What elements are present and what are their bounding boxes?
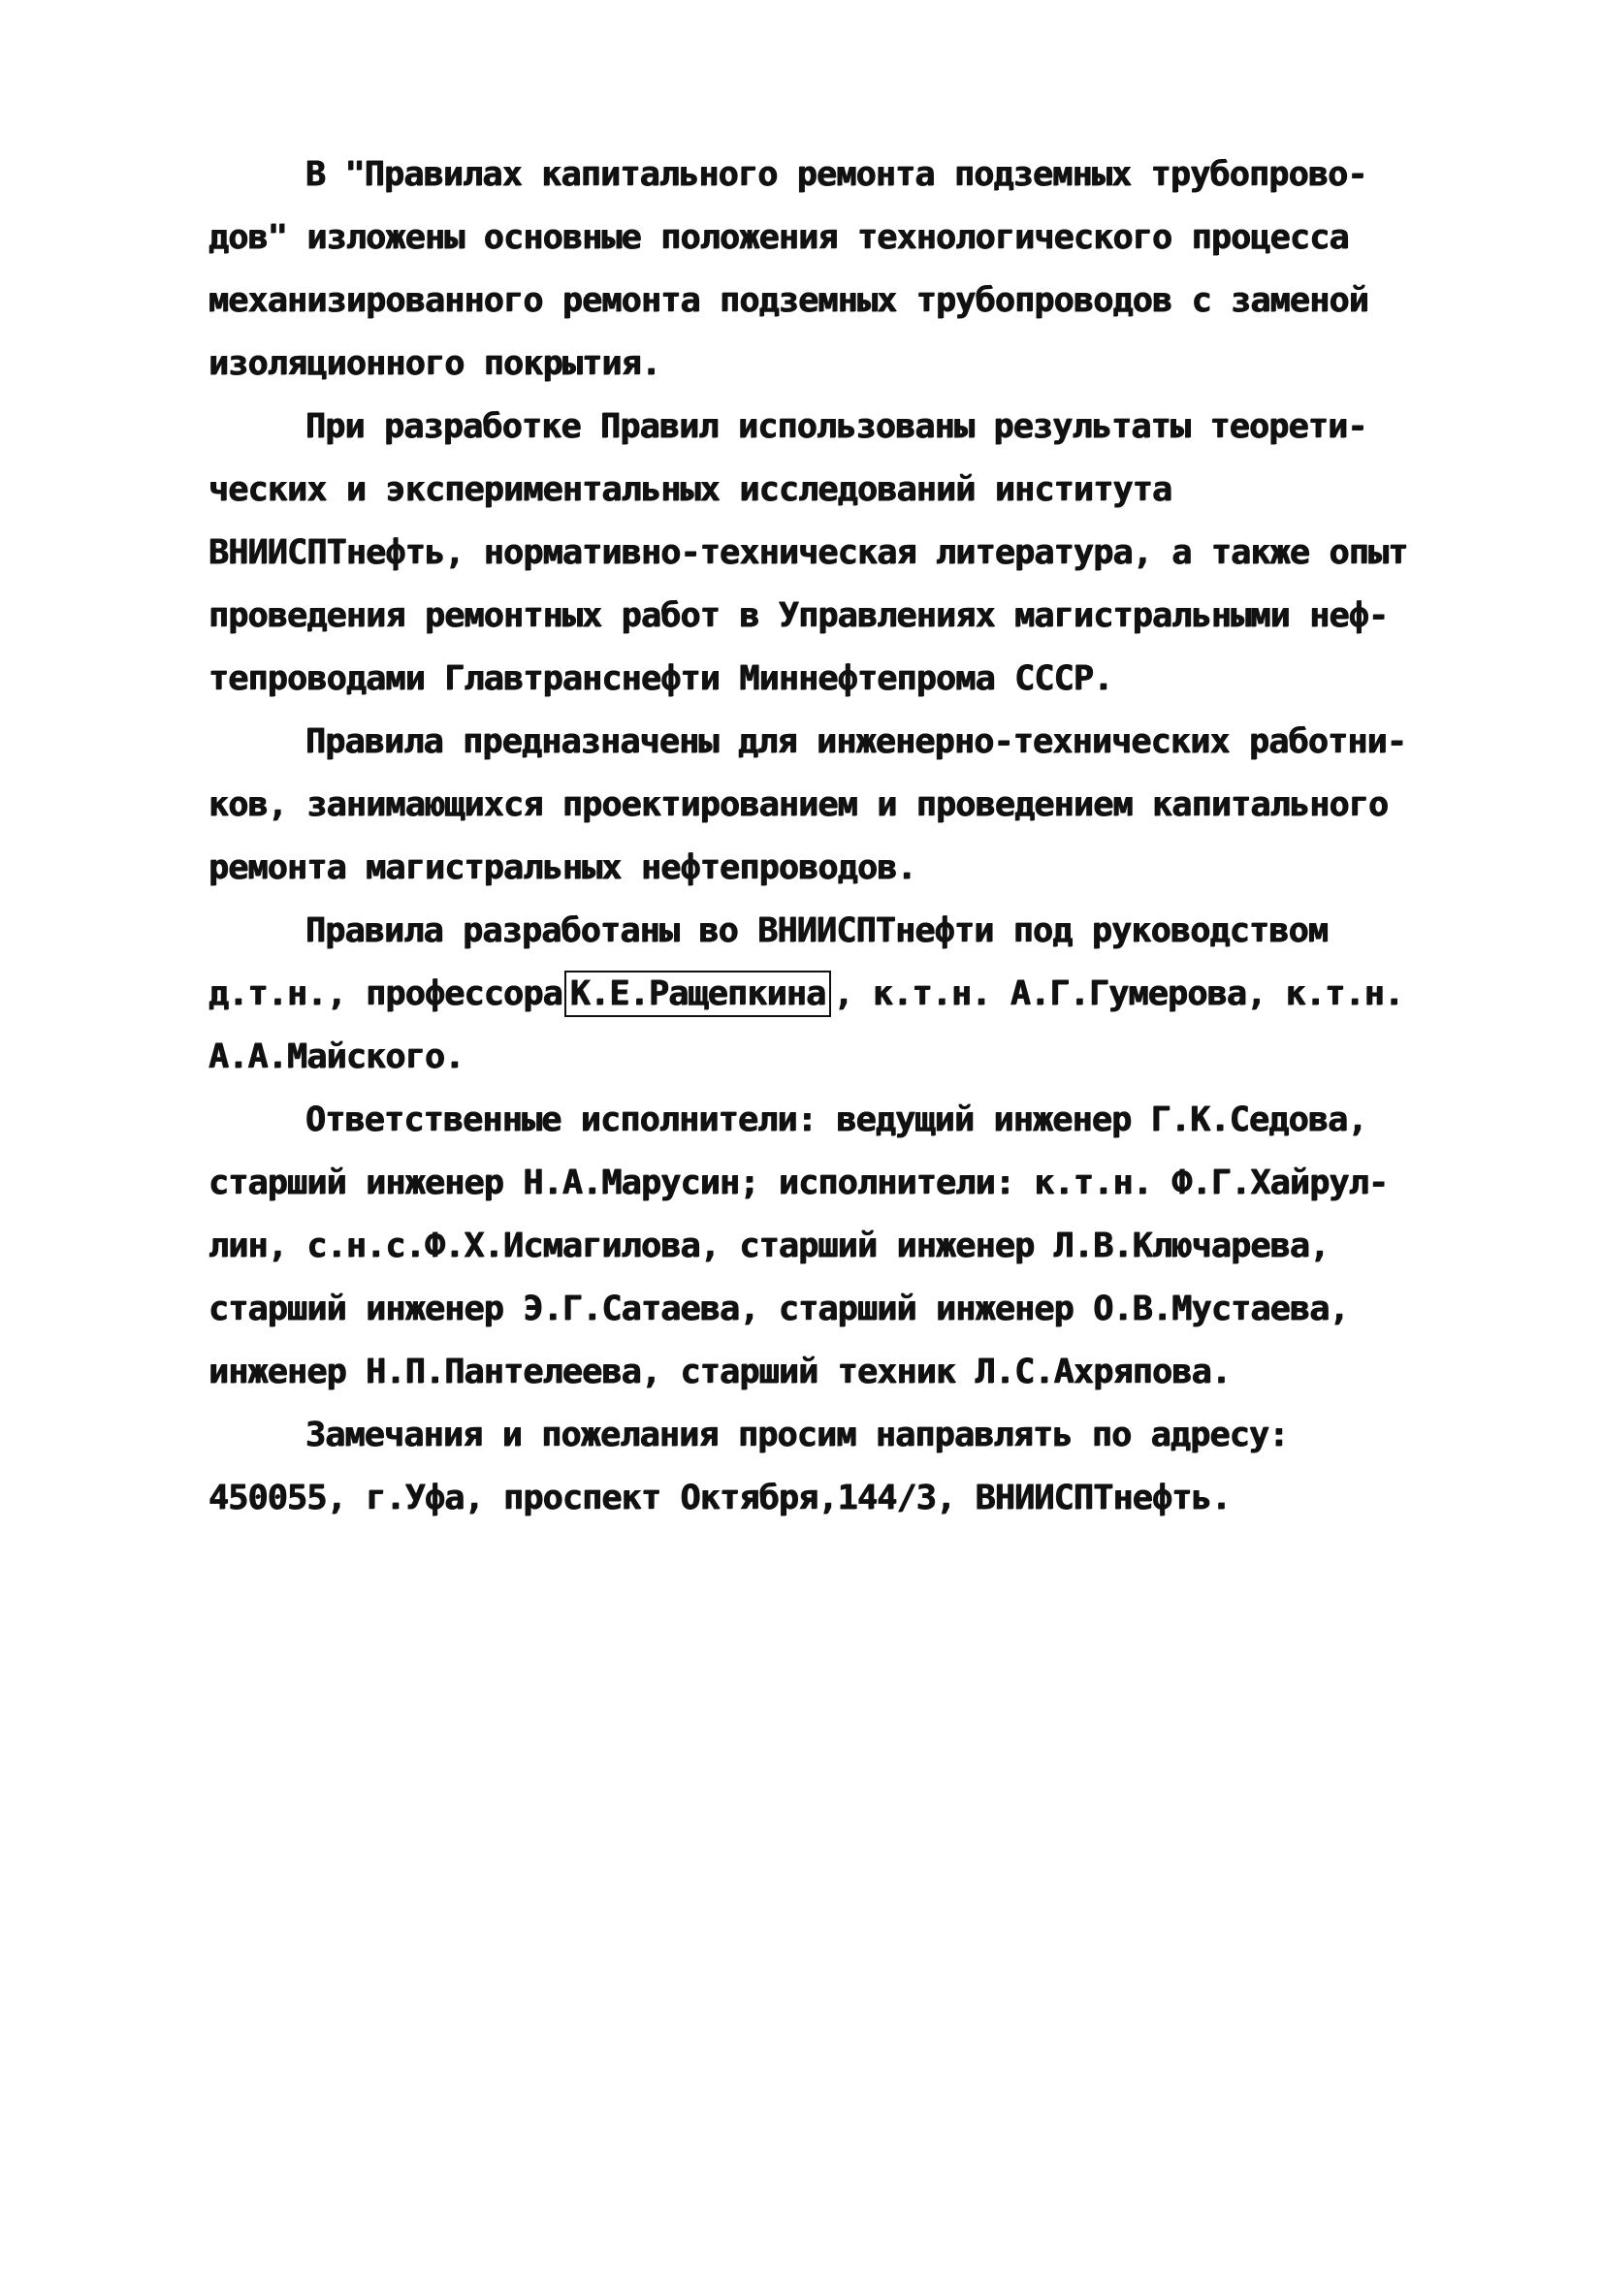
text-line: тепроводами Главтранснефти Миннефтепрома СССР.	[208, 659, 1113, 698]
text-line: старший инженер Н.А.Марусин; исполнители: к.т.н. Ф.Г.Хайрул-	[208, 1164, 1389, 1202]
text-line: При разработке Правил использованы результаты теорети-	[305, 407, 1367, 446]
text-line: лин, с.н.с.Ф.Х.Исмагилова, старший инженер Л.В.Ключарева,	[208, 1227, 1330, 1265]
text-line: проведения ремонтных работ в Управлениях магистральными неф-	[208, 596, 1389, 635]
text-line: Правила предназначены для инженерно-технических работни-	[305, 722, 1407, 761]
document-body	[208, 144, 1411, 1530]
text-line: ВНИИСПТнефть, нормативно-техническая литература, а также опыт	[208, 533, 1408, 572]
text-line: дов" изложены основные положения технологического процесса	[208, 218, 1349, 257]
text-line: В "Правилах капитального ремонта подземных трубопрово-	[305, 155, 1367, 194]
paragraph-sources	[208, 396, 1411, 711]
text-line: механизированного ремонта подземных трубопроводов с заменой	[208, 281, 1369, 320]
text-line: Правила разработаны во ВНИИСПТнефти под руководством	[305, 911, 1329, 950]
text-line: ческих и экспериментальных исследований института	[208, 470, 1172, 509]
text-line: Замечания и пожелания просим направлять по адресу:	[305, 1416, 1289, 1454]
paragraph-intro	[208, 144, 1411, 396]
text-fragment: , к.т.н. А.Г.Гумерова, к.т.н.	[833, 974, 1404, 1013]
text-line: старший инженер Э.Г.Сатаева, старший инженер О.В.Мустаева,	[208, 1290, 1349, 1328]
paragraph-contact	[208, 1404, 1411, 1530]
paragraph-audience	[208, 711, 1411, 900]
paragraph-executors	[208, 1089, 1411, 1404]
text-line: изоляционного покрытия.	[208, 344, 661, 383]
address-line: 450055, г.Уфа, проспект Октября,144/3, ВНИИСПТнефть.	[208, 1479, 1232, 1517]
text-line: инженер Н.П.Пантелеева, старший техник Л.С.Ахряпова.	[208, 1353, 1232, 1391]
text-line: ремонта магистральных нефтепроводов.	[208, 848, 916, 887]
text-line: Ответственные исполнители: ведущий инженер Г.К.Седова,	[305, 1100, 1367, 1139]
text-fragment: д.т.н., профессора	[208, 974, 562, 1013]
text-line	[208, 963, 1411, 1026]
text-line: А.А.Майского.	[208, 1037, 465, 1076]
boxed-name: К.Е.Ращепкина	[564, 971, 832, 1017]
text-line: ков, занимающихся проектированием и проведением капитального	[208, 785, 1389, 824]
paragraph-authors	[208, 900, 1411, 1089]
